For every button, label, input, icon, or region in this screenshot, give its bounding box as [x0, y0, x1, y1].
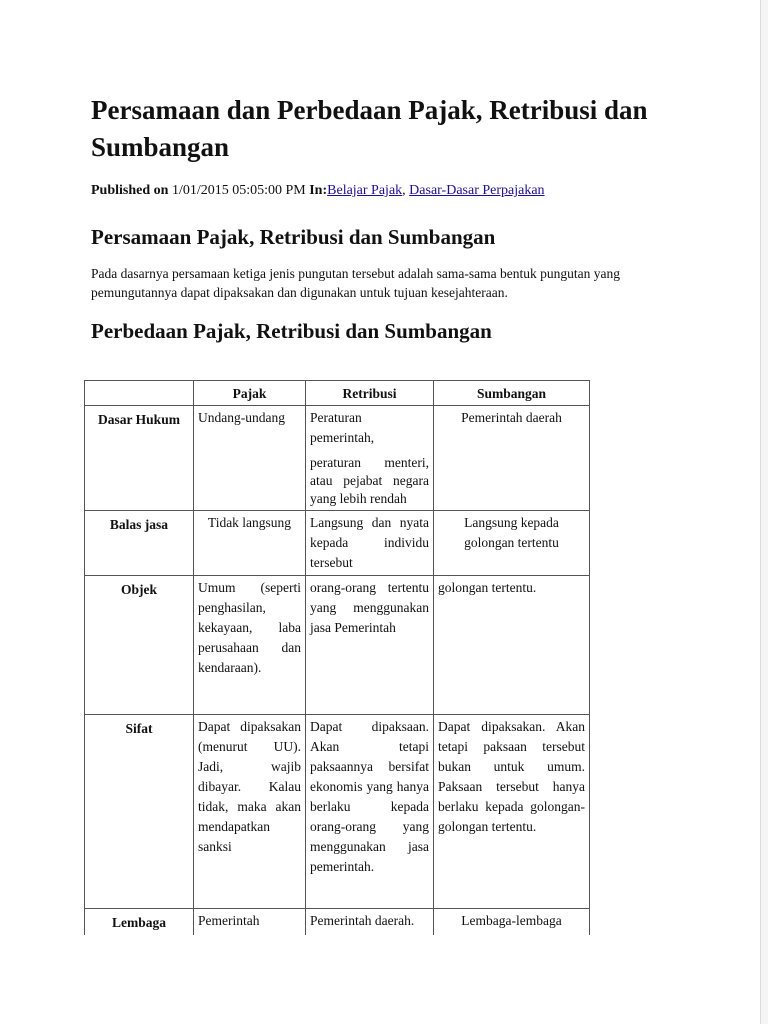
in-label: In: [309, 183, 328, 198]
cell-retribusi: Dapat dipaksaan. Akan tetapi paksaannya bersifat ekonomis yang hanya berlaku kepada orang-orang yang menggunakan jasa pemerintah. [306, 715, 434, 909]
cell-retribusi: Langsung dan nyata kepada individu tersebut [306, 511, 434, 576]
table-row [85, 406, 590, 511]
row-label-sifat: Sifat [85, 715, 194, 909]
persamaan-paragraph: Pada dasarnya persamaan ketiga jenis pungutan tersebut adalah sama-sama bentuk pungutan yang pemungutannya dapat dipaksakan dan digunakan untuk tujuan kesejahteraan. [91, 266, 620, 300]
cell-sumbangan: Pemerintah daerah [434, 406, 590, 511]
cell-retribusi [306, 406, 434, 511]
row-label-dasar-hukum: Dasar Hukum [85, 406, 194, 511]
cell-retribusi: orang-orang tertentu yang menggunakan jasa Pemerintah [306, 576, 434, 715]
table-header-row [85, 381, 590, 406]
section-heading-persamaan: Persamaan Pajak, Retribusi dan Sumbangan [91, 225, 496, 249]
row-label-objek: Objek [85, 576, 194, 715]
cell-sumbangan: golongan tertentu. [434, 576, 590, 715]
cell-pajak: Dapat dipaksakan (menurut UU). Jadi, wajib dibayar. Kalau tidak, maka akan mendapatkan sanksi [194, 715, 306, 909]
cell-sumbangan: Lembaga-lembaga [434, 909, 590, 936]
header-cell-pajak: Pajak [194, 381, 306, 406]
cell-pajak: Pemerintah [194, 909, 306, 936]
cell-retribusi: Pemerintah daerah. [306, 909, 434, 936]
table-row [85, 511, 590, 576]
table-row [85, 909, 590, 936]
cell-retribusi-line1: Peraturan pemerintah, [310, 410, 375, 445]
page-title: Persamaan dan Perbedaan Pajak, Retribusi dan Sumbangan [91, 95, 648, 162]
header-cell-sumbangan: Sumbangan [434, 381, 590, 406]
section-heading-perbedaan: Perbedaan Pajak, Retribusi dan Sumbangan [91, 319, 492, 343]
cell-pajak: Umum (seperti penghasilan, kekayaan, laba perusahaan dan kendaraan). [194, 576, 306, 715]
post-meta [91, 182, 545, 200]
header-cell-empty [85, 381, 194, 406]
published-date: 1/01/2015 05:05:00 PM [171, 183, 306, 198]
cell-sumbangan: Langsung kepada golongan tertentu [434, 511, 590, 576]
table-row [85, 576, 590, 715]
comparison-table [84, 380, 590, 935]
category-separator: , [402, 183, 410, 198]
header-cell-retribusi: Retribusi [306, 381, 434, 406]
cell-pajak: Tidak langsung [194, 511, 306, 576]
published-label: Published on [91, 183, 169, 198]
cell-pajak: Undang-undang [194, 406, 306, 511]
row-label-lembaga: Lembaga [85, 909, 194, 936]
category-link-belajar-pajak[interactable]: Belajar Pajak [327, 183, 403, 198]
cell-sumbangan: Dapat dipaksakan. Akan tetapi paksaan tersebut bukan untuk umum. Paksaan tersebut hanya berlaku kepada golongan-golongan tertentu. [434, 715, 590, 909]
category-link-dasar-perpajakan[interactable]: Dasar-Dasar Perpajakan [409, 183, 545, 198]
cell-retribusi-line2: peraturan menteri, atau pejabat negara yang lebih rendah [310, 455, 429, 506]
table-row [85, 715, 590, 909]
row-label-balas-jasa: Balas jasa [85, 511, 194, 576]
